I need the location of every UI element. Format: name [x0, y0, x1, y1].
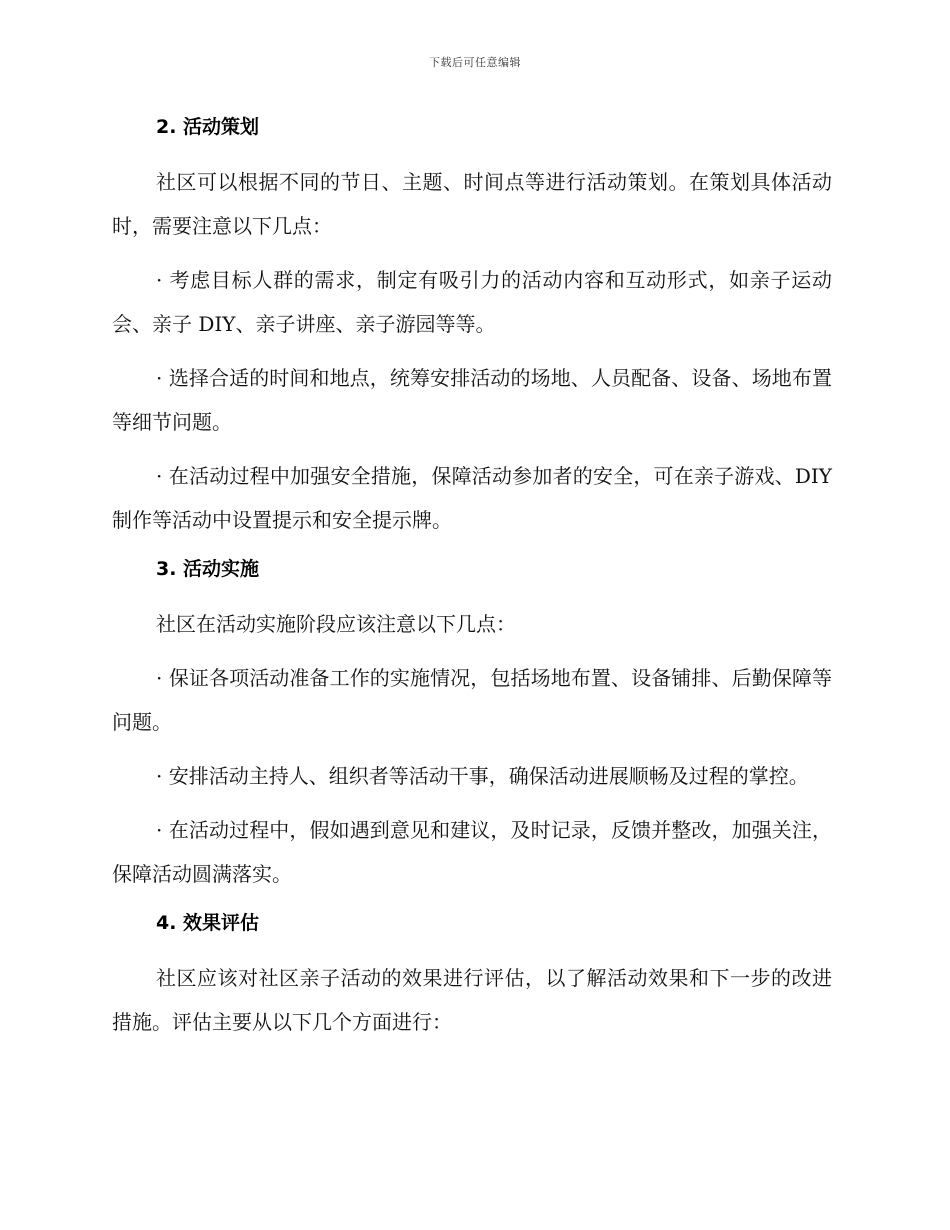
section-heading-evaluation: 4. 效果评估	[156, 912, 260, 934]
bullet-paragraph: · 在活动过程中，假如遇到意见和建议，及时记录，反馈并整改，加强关注，保障活动圆满落实。	[112, 818, 832, 886]
paragraph: 社区在活动实施阶段应该注意以下几点：	[156, 612, 516, 636]
document-body	[112, 110, 832, 1044]
bullet-paragraph: · 选择合适的时间和地点，统筹安排活动的场地、人员配备、设备、场地布置等细节问题。	[112, 366, 832, 434]
paragraph: 社区应该对社区亲子活动的效果进行评估，以了解活动效果和下一步的改进措施。评估主要从以下几个方面进行：	[112, 966, 832, 1034]
bullet-paragraph: · 安排活动主持人、组织者等活动干事，确保活动进展顺畅及过程的掌控。	[156, 764, 809, 788]
bullet-paragraph: · 保证各项活动准备工作的实施情况，包括场地布置、设备铺排、后勤保障等问题。	[112, 666, 832, 734]
paragraph: 社区可以根据不同的节日、主题、时间点等进行活动策划。在策划具体活动时，需要注意以下几点：	[112, 170, 832, 238]
bullet-paragraph: · 在活动过程中加强安全措施，保障活动参加者的安全，可在亲子游戏、DIY 制作等活动中设置提示和安全提示牌。	[112, 464, 832, 532]
section-heading-implementation: 3. 活动实施	[156, 558, 260, 580]
page-header: 下载后可任意编辑	[429, 56, 521, 69]
bullet-paragraph: · 考虑目标人群的需求，制定有吸引力的活动内容和互动形式，如亲子运动会、亲子 DIY、亲子讲座、亲子游园等等。	[112, 268, 832, 336]
section-heading-plan: 2. 活动策划	[156, 116, 260, 138]
